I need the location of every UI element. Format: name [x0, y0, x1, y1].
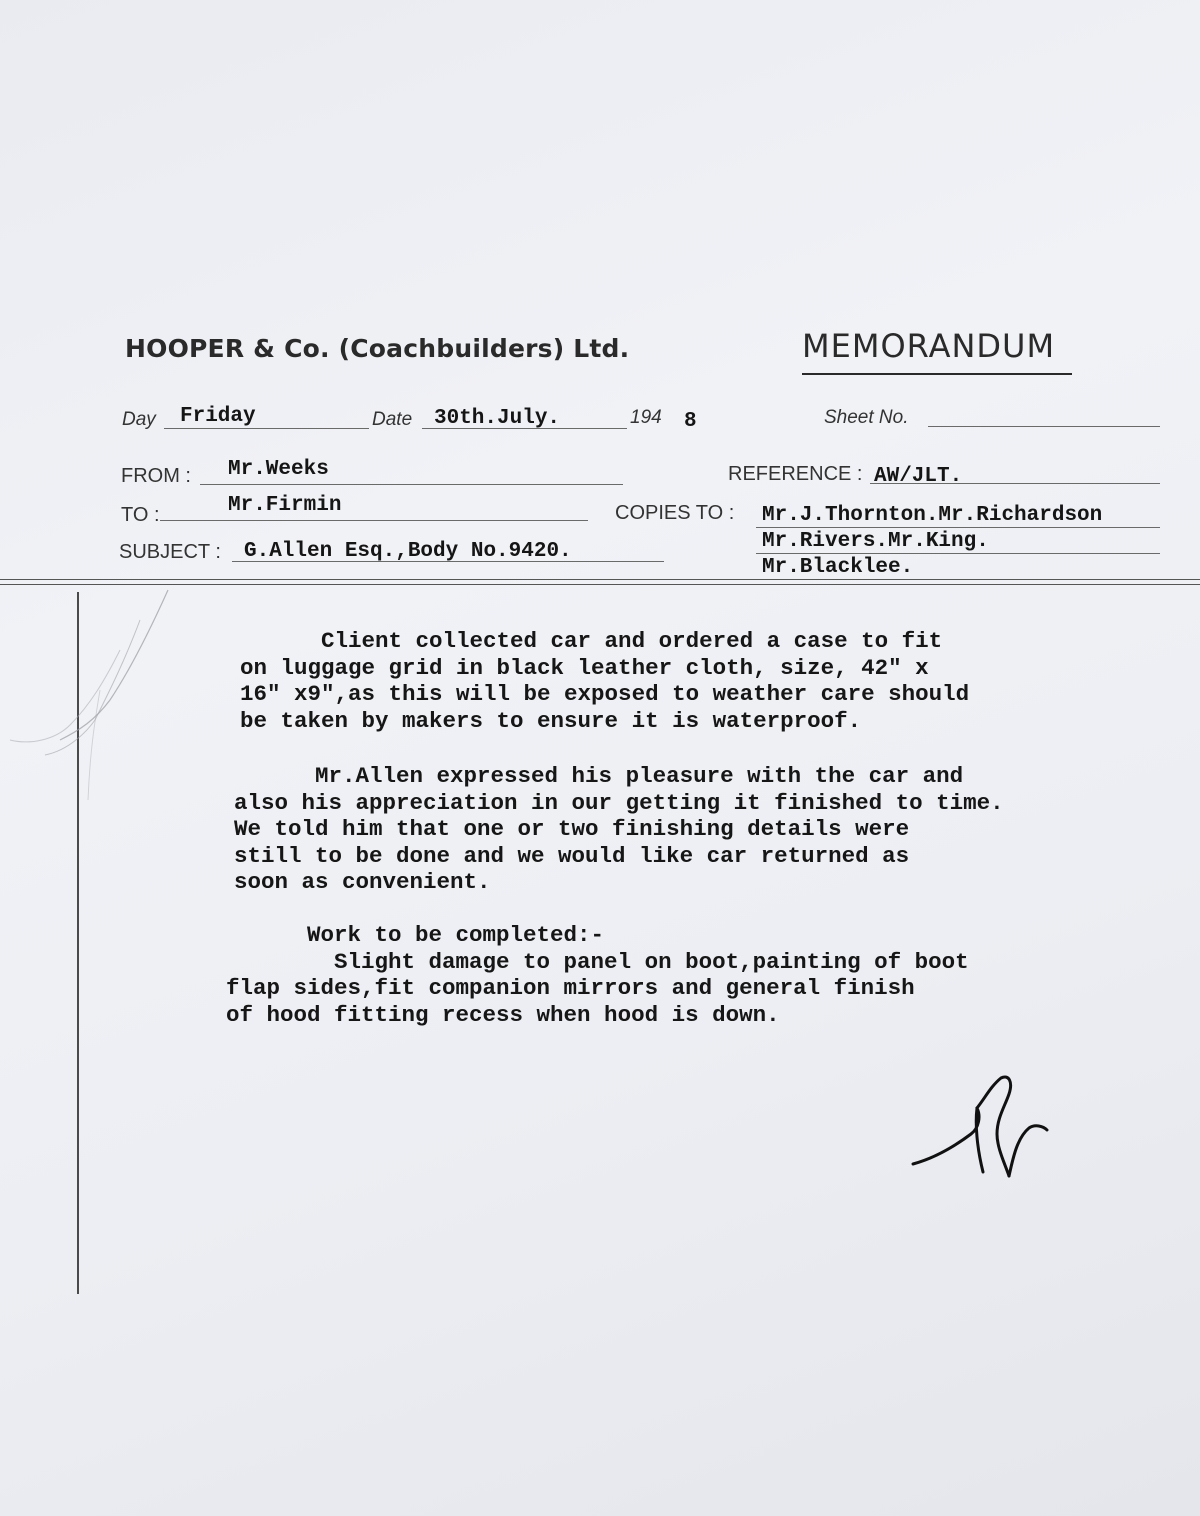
to-line: [160, 520, 588, 521]
from-line: [200, 484, 623, 485]
to-label: TO :: [121, 504, 160, 526]
day-label: Day: [122, 409, 156, 430]
from-value: Mr.Weeks: [228, 458, 329, 481]
date-label: Date: [372, 409, 413, 430]
from-label: FROM :: [121, 465, 191, 487]
pencil-smudge: [0, 580, 200, 880]
date-line: [422, 428, 627, 429]
body-paragraph-1: Client collected car and ordered a case to fit on luggage grid in black leather cloth, size, 42" x 16" x9",as this will be exposed to weather care should be taken by makers to ensure it is waterproof.: [240, 628, 970, 734]
day-line: [164, 428, 369, 429]
document-type-title: MEMORANDUM: [802, 327, 1056, 365]
subject-value: G.Allen Esq.,Body No.9420.: [244, 540, 572, 563]
copies-line-1: Mr.J.Thornton.Mr.Richardson: [762, 504, 1103, 527]
to-value: Mr.Firmin: [228, 494, 342, 517]
signature-mark: [905, 1068, 1055, 1178]
date-value: 30th.July.: [434, 407, 561, 430]
sheet-label: Sheet No.: [824, 407, 909, 428]
reference-label: REFERENCE :: [728, 463, 863, 485]
year-prefix: 194: [630, 407, 662, 428]
copies-line-3: Mr.Blacklee.: [762, 556, 914, 579]
reference-value: AW/JLT.: [874, 465, 963, 488]
reference-line: [870, 483, 1160, 484]
title-underline: [802, 373, 1072, 375]
subject-line: [232, 561, 664, 562]
body-paragraph-2: Mr.Allen expressed his pleasure with the car and also his appreciation in our getting it finished to time. We told him that one or two finishing details were still to be done and we would like car returned as soon as convenient.: [234, 763, 1004, 895]
copies-rule-2: [756, 553, 1160, 554]
sheet-line: [928, 426, 1160, 427]
copies-label: COPIES TO :: [615, 502, 735, 524]
body-paragraph-3: Work to be completed:- Slight damage to panel on boot,painting of boot flap sides,fit companion mirrors and general finish of hood fitting recess when hood is down.: [226, 922, 969, 1028]
subject-label: SUBJECT :: [119, 541, 221, 563]
copies-rule-1: [756, 527, 1160, 528]
company-name: HOOPER & Co. (Coachbuilders) Ltd.: [125, 334, 630, 363]
day-value: Friday: [180, 405, 256, 428]
copies-line-2: Mr.Rivers.Mr.King.: [762, 530, 989, 553]
year-suffix: 8: [684, 410, 697, 433]
